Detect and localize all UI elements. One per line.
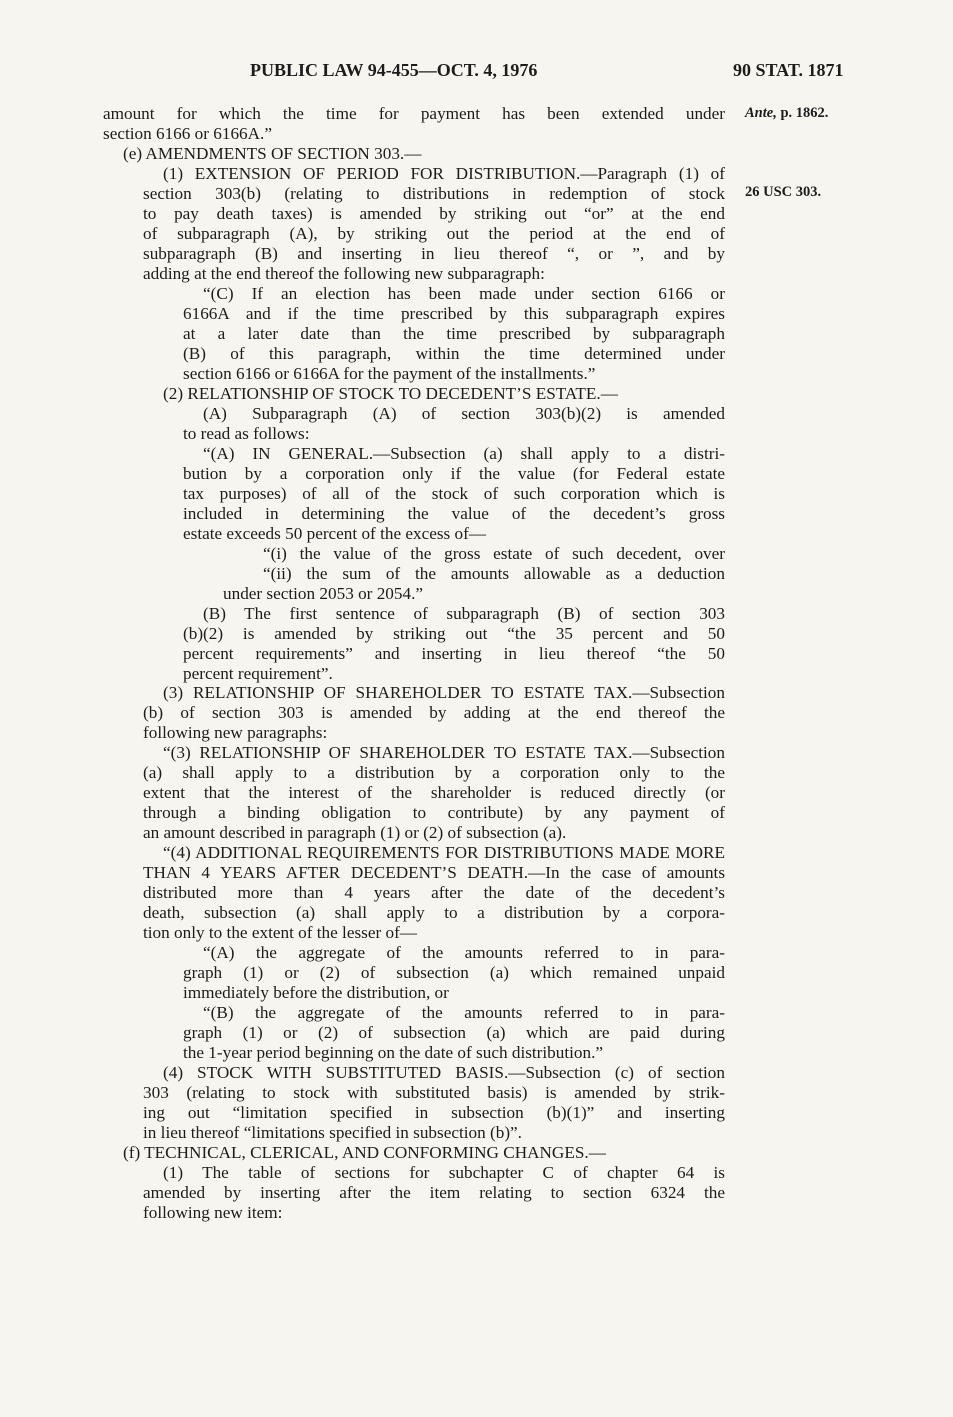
section-heading-e: (e) AMENDMENTS OF SECTION 303.— bbox=[123, 144, 422, 163]
text-line: the 1-year period beginning on the date of such distribution.” bbox=[183, 1043, 604, 1062]
paragraph-heading-4: (4) STOCK WITH SUBSTITUTED BASIS.—Subsection (c) of section bbox=[163, 1063, 725, 1082]
text-line: ing out “limitation specified in subsection (b)(1)” and inserting bbox=[143, 1103, 725, 1122]
margin-note-ante bbox=[745, 105, 828, 122]
text-line: “(A) the aggregate of the amounts referred to in para- bbox=[203, 943, 725, 962]
text-line: bution by a corporation only if the value (for Federal estate bbox=[183, 464, 725, 483]
paragraph-heading-1: (1) EXTENSION OF PERIOD FOR DISTRIBUTION.—Paragraph (1) of bbox=[163, 164, 725, 183]
text-line: (a) shall apply to a distribution by a corporation only to the bbox=[143, 763, 725, 782]
text-line: immediately before the distribution, or bbox=[183, 983, 449, 1002]
text-line: section 6166 or 6166A.” bbox=[103, 124, 272, 143]
text-line: section 303(b) (relating to distributions in redemption of stock bbox=[143, 184, 725, 203]
text-line: in lieu thereof “limitations specified in subsection (b)”. bbox=[143, 1123, 522, 1142]
margin-note-ante-label: Ante, bbox=[745, 105, 777, 121]
text-line: section 6166 or 6166A for the payment of the installments.” bbox=[183, 364, 596, 383]
text-line: death, subsection (a) shall apply to a distribution by a corpora- bbox=[143, 903, 725, 922]
text-line: (A) Subparagraph (A) of section 303(b)(2) is amended bbox=[203, 404, 725, 423]
text-line: graph (1) or (2) of subsection (a) which remained unpaid bbox=[183, 963, 725, 982]
text-line: (b)(2) is amended by striking out “the 35 percent and 50 bbox=[183, 624, 725, 643]
text-line: 303 (relating to stock with substituted basis) is amended by strik- bbox=[143, 1083, 725, 1102]
text-line: extent that the interest of the shareholder is reduced directly (or bbox=[143, 783, 725, 802]
text-line: amount for which the time for payment has been extended under bbox=[103, 104, 725, 123]
text-line: through a binding obligation to contribute) by any payment of bbox=[143, 803, 725, 822]
margin-note-26-usc-303: 26 USC 303. bbox=[745, 184, 822, 200]
text-line: graph (1) or (2) of subsection (a) which are paid during bbox=[183, 1023, 725, 1042]
text-line: included in determining the value of the decedent’s gross bbox=[183, 504, 725, 523]
text-line: following new item: bbox=[143, 1203, 283, 1222]
quoted-paragraph-heading-4: “(4) ADDITIONAL REQUIREMENTS FOR DISTRIBUTIONS MADE MORE bbox=[163, 843, 726, 862]
quoted-paragraph-heading-3: “(3) RELATIONSHIP OF SHAREHOLDER TO ESTATE TAX.—Subsection bbox=[163, 743, 725, 762]
text-line: 6166A and if the time prescribed by this subparagraph expires bbox=[183, 304, 725, 323]
margin-note-ante-page: p. 1862. bbox=[780, 105, 829, 121]
text-line: following new paragraphs: bbox=[143, 723, 328, 742]
text-line: (1) The table of sections for subchapter C of chapter 64 is bbox=[163, 1163, 725, 1182]
text-line: estate exceeds 50 percent of the excess of— bbox=[183, 524, 487, 543]
page-header-title: PUBLIC LAW 94-455—OCT. 4, 1976 bbox=[250, 60, 538, 80]
text-line: to read as follows: bbox=[183, 424, 310, 443]
text-line: at a later date than the time prescribed by subparagraph bbox=[183, 324, 725, 343]
text-line: percent requirement”. bbox=[183, 664, 333, 683]
text-line: percent requirements” and inserting in lieu thereof “the 50 bbox=[183, 644, 725, 663]
text-line: THAN 4 YEARS AFTER DECEDENT’S DEATH.—In the case of amounts bbox=[143, 863, 726, 882]
page-header-stat: 90 STAT. 1871 bbox=[733, 60, 844, 80]
text-line: tax purposes) of all of the stock of such corporation which is bbox=[183, 484, 725, 503]
text-line: under section 2053 or 2054.” bbox=[223, 584, 423, 603]
text-line: an amount described in paragraph (1) or (2) of subsection (a). bbox=[143, 823, 567, 842]
text-line: “(ii) the sum of the amounts allowable as a deduction bbox=[263, 564, 725, 583]
paragraph-heading-2: (2) RELATIONSHIP OF STOCK TO DECEDENT’S ESTATE.— bbox=[163, 384, 618, 403]
paragraph-heading-3: (3) RELATIONSHIP OF SHAREHOLDER TO ESTATE TAX.—Subsection bbox=[163, 683, 725, 702]
text-line: (B) The first sentence of subparagraph (B) of section 303 bbox=[203, 604, 725, 623]
text-line: tion only to the extent of the lesser of— bbox=[143, 923, 417, 942]
text-line: (b) of section 303 is amended by adding at the end thereof the bbox=[143, 703, 725, 722]
text-line: to pay death taxes) is amended by striking out “or” at the end bbox=[143, 204, 725, 223]
text-line: subparagraph (B) and inserting in lieu thereof “, or ”, and by bbox=[143, 244, 725, 263]
text-line: adding at the end thereof the following new subparagraph: bbox=[143, 264, 545, 283]
text-line: of subparagraph (A), by striking out the period at the end of bbox=[143, 224, 725, 243]
text-line: distributed more than 4 years after the date of the decedent’s bbox=[143, 883, 725, 902]
text-line: “(C) If an election has been made under section 6166 or bbox=[203, 284, 725, 303]
text-line: “(i) the value of the gross estate of such decedent, over bbox=[263, 544, 725, 563]
section-heading-f: (f) TECHNICAL, CLERICAL, AND CONFORMING CHANGES.— bbox=[123, 1143, 606, 1162]
subparagraph-heading-a: “(A) IN GENERAL.—Subsection (a) shall apply to a distri- bbox=[203, 444, 725, 463]
text-line: (B) of this paragraph, within the time determined under bbox=[183, 344, 725, 363]
text-line: “(B) the aggregate of the amounts referred to in para- bbox=[203, 1003, 725, 1022]
text-line: amended by inserting after the item relating to section 6324 the bbox=[143, 1183, 725, 1202]
